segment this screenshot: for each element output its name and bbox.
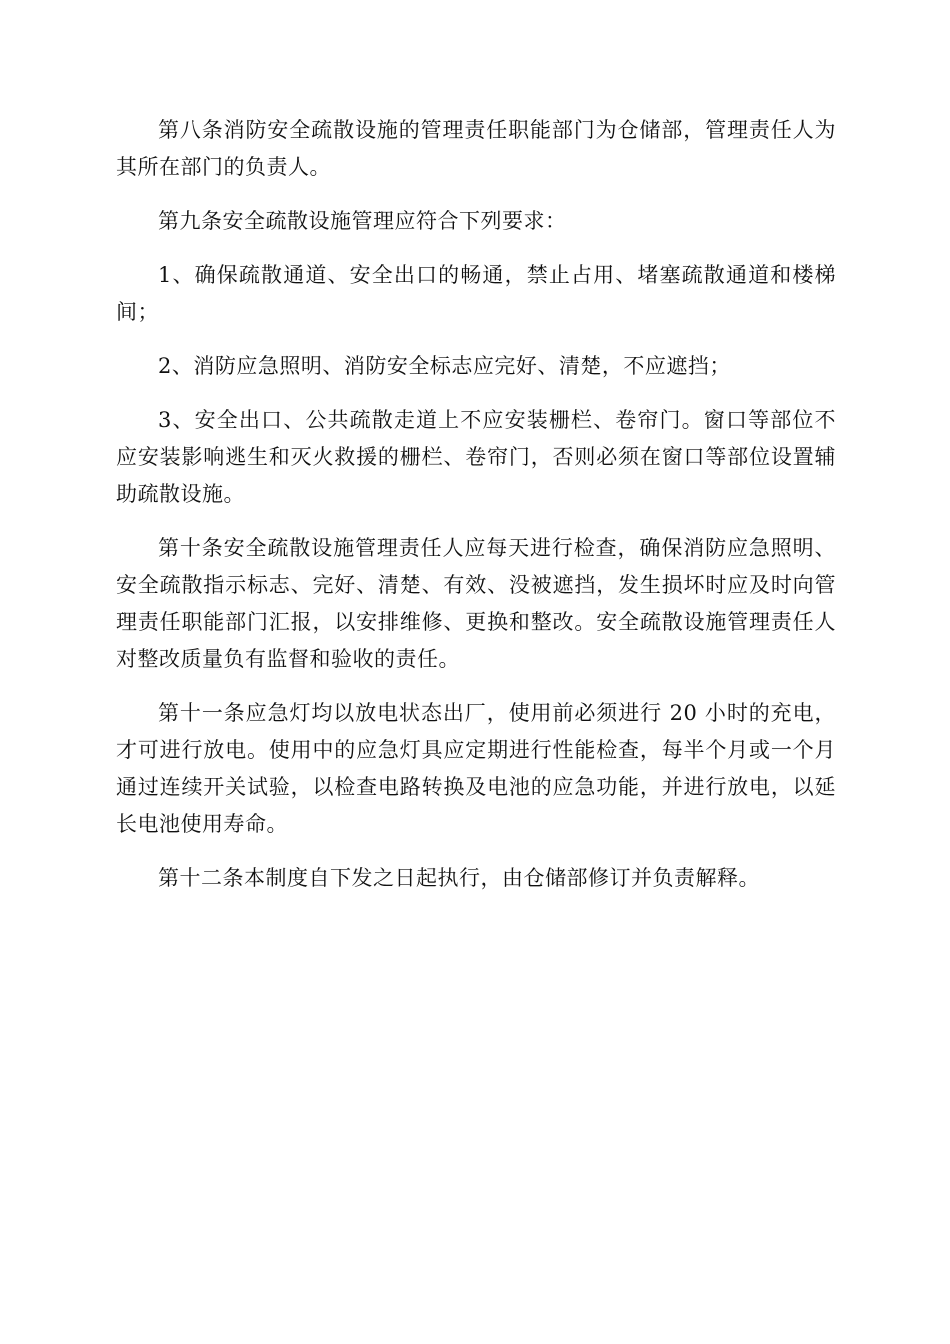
paragraph-article-12: 第十二条本制度自下发之日起执行，由仓储部修订并负责解释。: [158, 866, 760, 890]
paragraph-item-3: 3、安全出口、公共疏散走道上不应安装栅栏、卷帘门。窗口等部位不应安装影响逃生和灭火救援的栅栏、卷帘门，否则必须在窗口等部位设置辅助疏散设施。: [116, 408, 836, 506]
paragraph-item-2: 2、消防应急照明、消防安全标志应完好、清楚，不应遮挡；: [158, 354, 731, 378]
paragraph-article-10: 第十条安全疏散设施管理责任人应每天进行检查，确保消防应急照明、安全疏散指示标志、完好、清楚、有效、没被遮挡，发生损坏时应及时向管理责任职能部门汇报，以安排维修、更换和整改。安全疏散设施管理责任人对整改质量负有监督和验收的责任。: [116, 536, 836, 671]
paragraph-item-1: 1、确保疏散通道、安全出口的畅通，禁止占用、堵塞疏散通道和楼梯间；: [116, 263, 836, 324]
paragraph-article-9: 第九条安全疏散设施管理应符合下列要求：: [158, 209, 567, 233]
document-body: [116, 112, 836, 914]
paragraph-article-11: 第十一条应急灯均以放电状态出厂，使用前必须进行 20 小时的充电，才可进行放电。使用中的应急灯具应定期进行性能检查，每半个月或一个月通过连续开关试验，以检查电路转换及电池的应急功能，并进行放电，以延长电池使用寿命。: [116, 701, 836, 836]
paragraph-article-8: 第八条消防安全疏散设施的管理责任职能部门为仓储部，管理责任人为其所在部门的负责人。: [116, 118, 836, 179]
